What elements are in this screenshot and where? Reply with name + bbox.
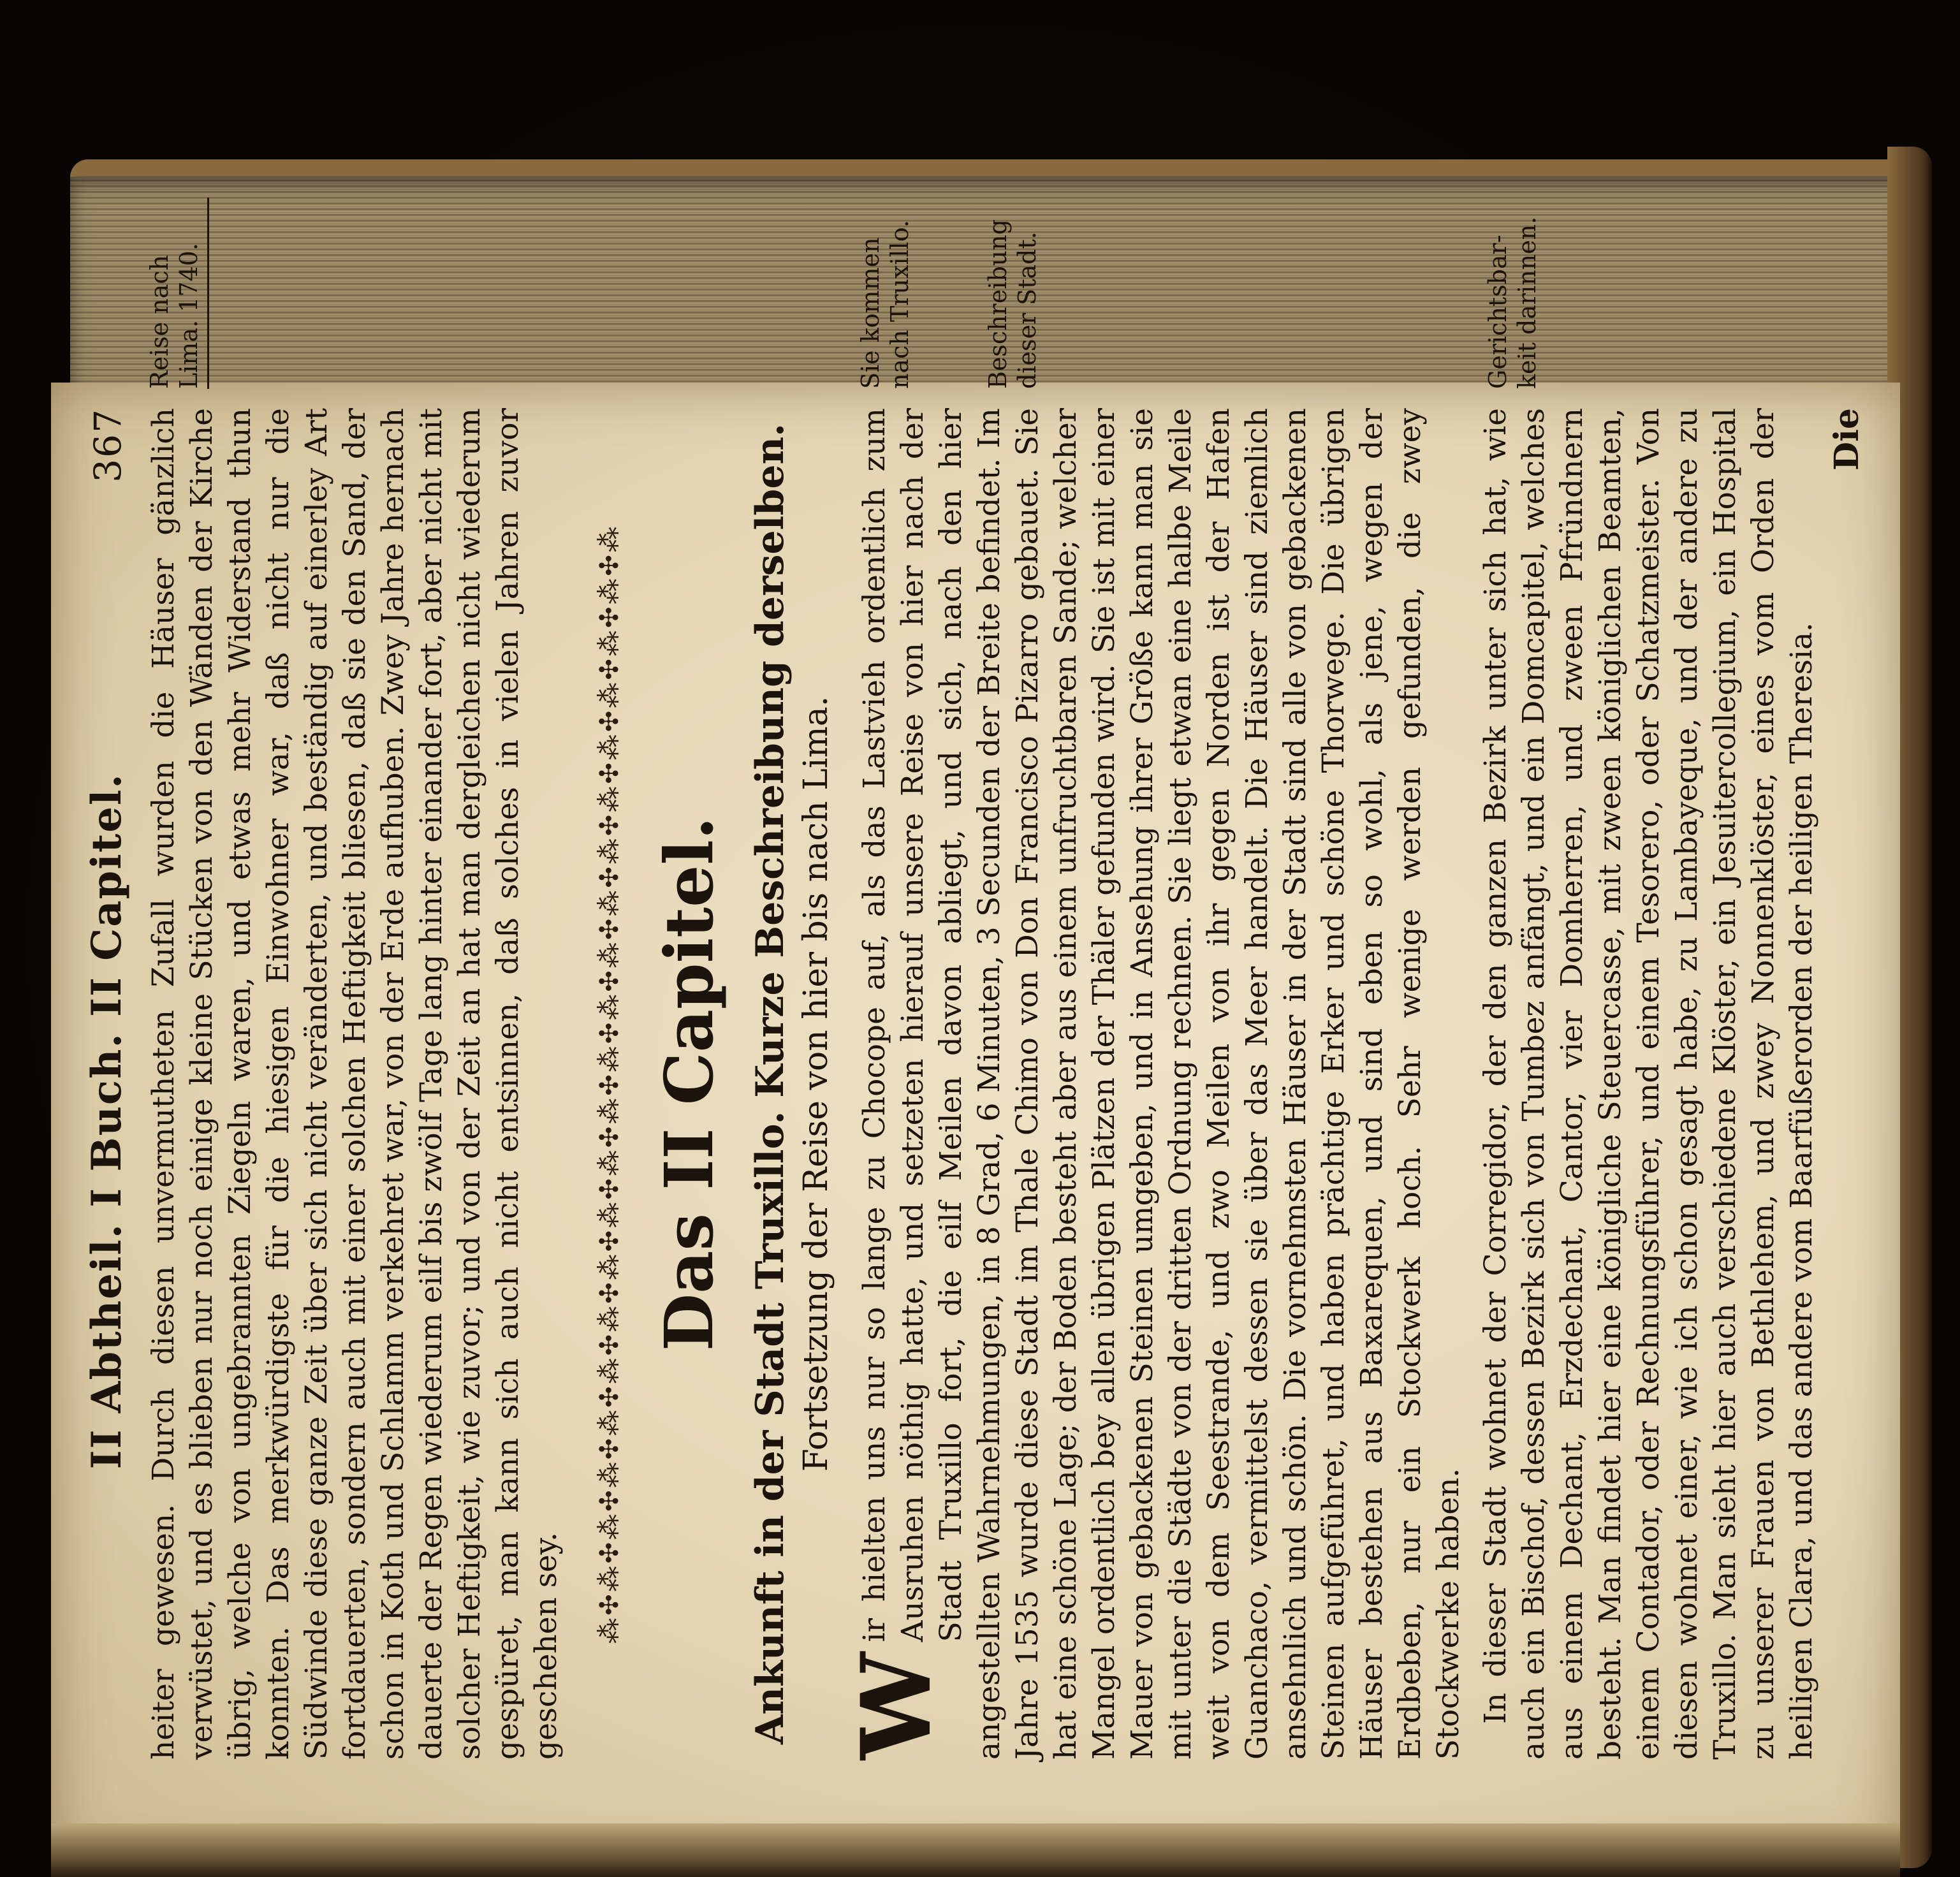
- book-gutter: [51, 1823, 1900, 1877]
- rotated-text-block: [83, 216, 1866, 1760]
- chapter-title: Das II Capitel.: [650, 816, 728, 1352]
- jurisdiction-section: [1477, 216, 1821, 1760]
- margin-note-description: [983, 198, 1042, 389]
- opening-paragraph: heiter gewesen. Durch diesen unvermutheten Zufall wurden die Häuser gänzlich verwüstet, und es blieben nur noch einige kleine Stücken von den Wänden der Kirche übrig, welche von ungebrannten Ziegeln waren, und etwas mehr Widerstand thun konnten. Das merkwürdigste für die hiesigen Einwohner war, daß nicht nur die Südwinde diese ganze Zeit über sich nicht veränderten, und beständig auf einerley Art fortdauerten, sondern auch mit einer solchen Heftigkeit bliesen, daß sie den Sand, der schon in Koth und Schlamm verkehret war, von der Erde aufhuben. Zwey Jahre hernach dauerte der Regen wiederum eilf bis zwölf Tage lang hinter einander fort, aber nicht mit solcher Heftigkeit, wie zuvor; und von der Zeit an hat man dergleichen nicht wiederum gespüret, man kann sich auch nicht entsinnen, daß solches in vielen Jahren zuvor geschehen sey.: [146, 408, 564, 1760]
- margin-note-jurisdiction-line1: Gerichtsbar-: [1484, 235, 1512, 389]
- running-head: [83, 408, 131, 1760]
- running-head-title: II Abtheil. I Buch. II Capitel.: [83, 773, 131, 1470]
- catchword: Die: [1827, 408, 1866, 471]
- page-number: 367: [86, 408, 129, 483]
- chapter-subtitle: Ankunft in der Stadt Truxillo. Kurze Beschreibung derselben.: [748, 423, 793, 1744]
- chapter-subtitle-continued: Fortsetzung der Reise von hier bis nach Lima.: [797, 696, 835, 1472]
- ornamental-divider: ⁂✣⁂✣⁂✣⁂✣⁂✣⁂✣⁂✣⁂✣⁂✣⁂✣⁂✣⁂✣⁂✣⁂✣⁂✣⁂✣⁂✣⁂✣⁂✣⁂✣⁂✣⁂: [595, 524, 624, 1644]
- margin-note-journey-line1: Reise nach: [145, 254, 173, 389]
- opening-section: [145, 242, 566, 1760]
- margin-note-description-line2: dieser Stadt.: [1013, 231, 1041, 389]
- margin-note-description-line1: Beschreibung: [984, 219, 1012, 389]
- margin-note-arrival-line2: nach Truxillo.: [886, 219, 914, 389]
- margin-note-arrival-line1: Sie kommen: [856, 237, 884, 389]
- chapter-paragraph-1: [840, 408, 1468, 1760]
- margin-note-jurisdiction: [1483, 198, 1542, 389]
- chapter-paragraph-2: In dieser Stadt wohnet der Corregidor, der den ganzen Bezirk unter sich hat, wie auch ein Bischof, dessen Bezirk sich von Tumbez anfängt, und ein Domcapitel, welches aus einem Dechant, Erzdechant, Cantor, vier Domherren, und zween Pfründnern besteht. Man findet hier eine königliche Steuercasse, mit zween königlichen Beamten, einem Contador, oder Rechnungsführer, und einem Tesorero, oder Schatzmeister. Von diesen wohnet einer, wie ich schon gesagt habe, zu Lambayeque, und der andere zu Truxillo. Man sieht hier auch verschiedene Klöster, ein Jesuitercollegium, ein Hospital zu unserer Frauen von Bethlehem, und zwey Nonnenklöster, eines vom Orden der heiligen Clara, und das andere vom Baarfüßerorden der heiligen Theresia.: [1478, 408, 1819, 1760]
- chapter-paragraph-1-text: ir hielten uns nur so lange zu Chocope auf, als das Lastvieh ordentlich zum Ausruhen nöthig hatte, und setzeten hierauf unsere Reise von hier nach der Stadt Truxillo fort, die eilf Meilen davon abliegt, und sich, nach den hier angestellten Wahrnehmungen, in 8 Grad, 6 Minuten, 3 Secunden der Breite befindet. Im Jahre 1535 wurde diese Stadt im Thale Chimo von Don Francisco Pizarro gebauet. Sie hat eine schöne Lage; der Boden besteht aber aus einem unfruchtbaren Sande; welcher Mangel ordentlich bey allen übrigen Plätzen der Thäler gefunden wird. Sie ist mit einer Mauer von gebackenen Steinen umgeben, und in Ansehung ihrer Größe kann man sie mit unter die Städte von der dritten Ordnung rechnen. Sie liegt etwan eine halbe Meile weit von dem Seestrande, und zwo Meilen von ihr gegen Norden ist der Hafen Guanchaco, vermittelst dessen sie über das Meer handelt. Die Häuser sind ziemlich ansehnlich und schön. Die vornehmsten Häuser in der Stadt sind alle von gebackenen Steinen aufgeführet, und haben prächtige Erker und schöne Thorwege. Die übrigen Häuser bestehen aus Baxarequen, und sind eben so wohl, als jene, wegen der Erdbeben, nur ein Stockwerk hoch. Sehr wenige werden gefunden, die zwey Stockwerke haben.: [857, 408, 1466, 1760]
- margin-note-jurisdiction-line2: keit darinnen.: [1513, 216, 1541, 389]
- margin-note-arrival: [856, 198, 914, 389]
- margin-note-journey: [145, 198, 209, 389]
- margin-note-journey-line2: Lima. 1740.: [175, 242, 203, 389]
- chapter-body: [840, 216, 1866, 1760]
- drop-cap-letter: W: [840, 1652, 953, 1760]
